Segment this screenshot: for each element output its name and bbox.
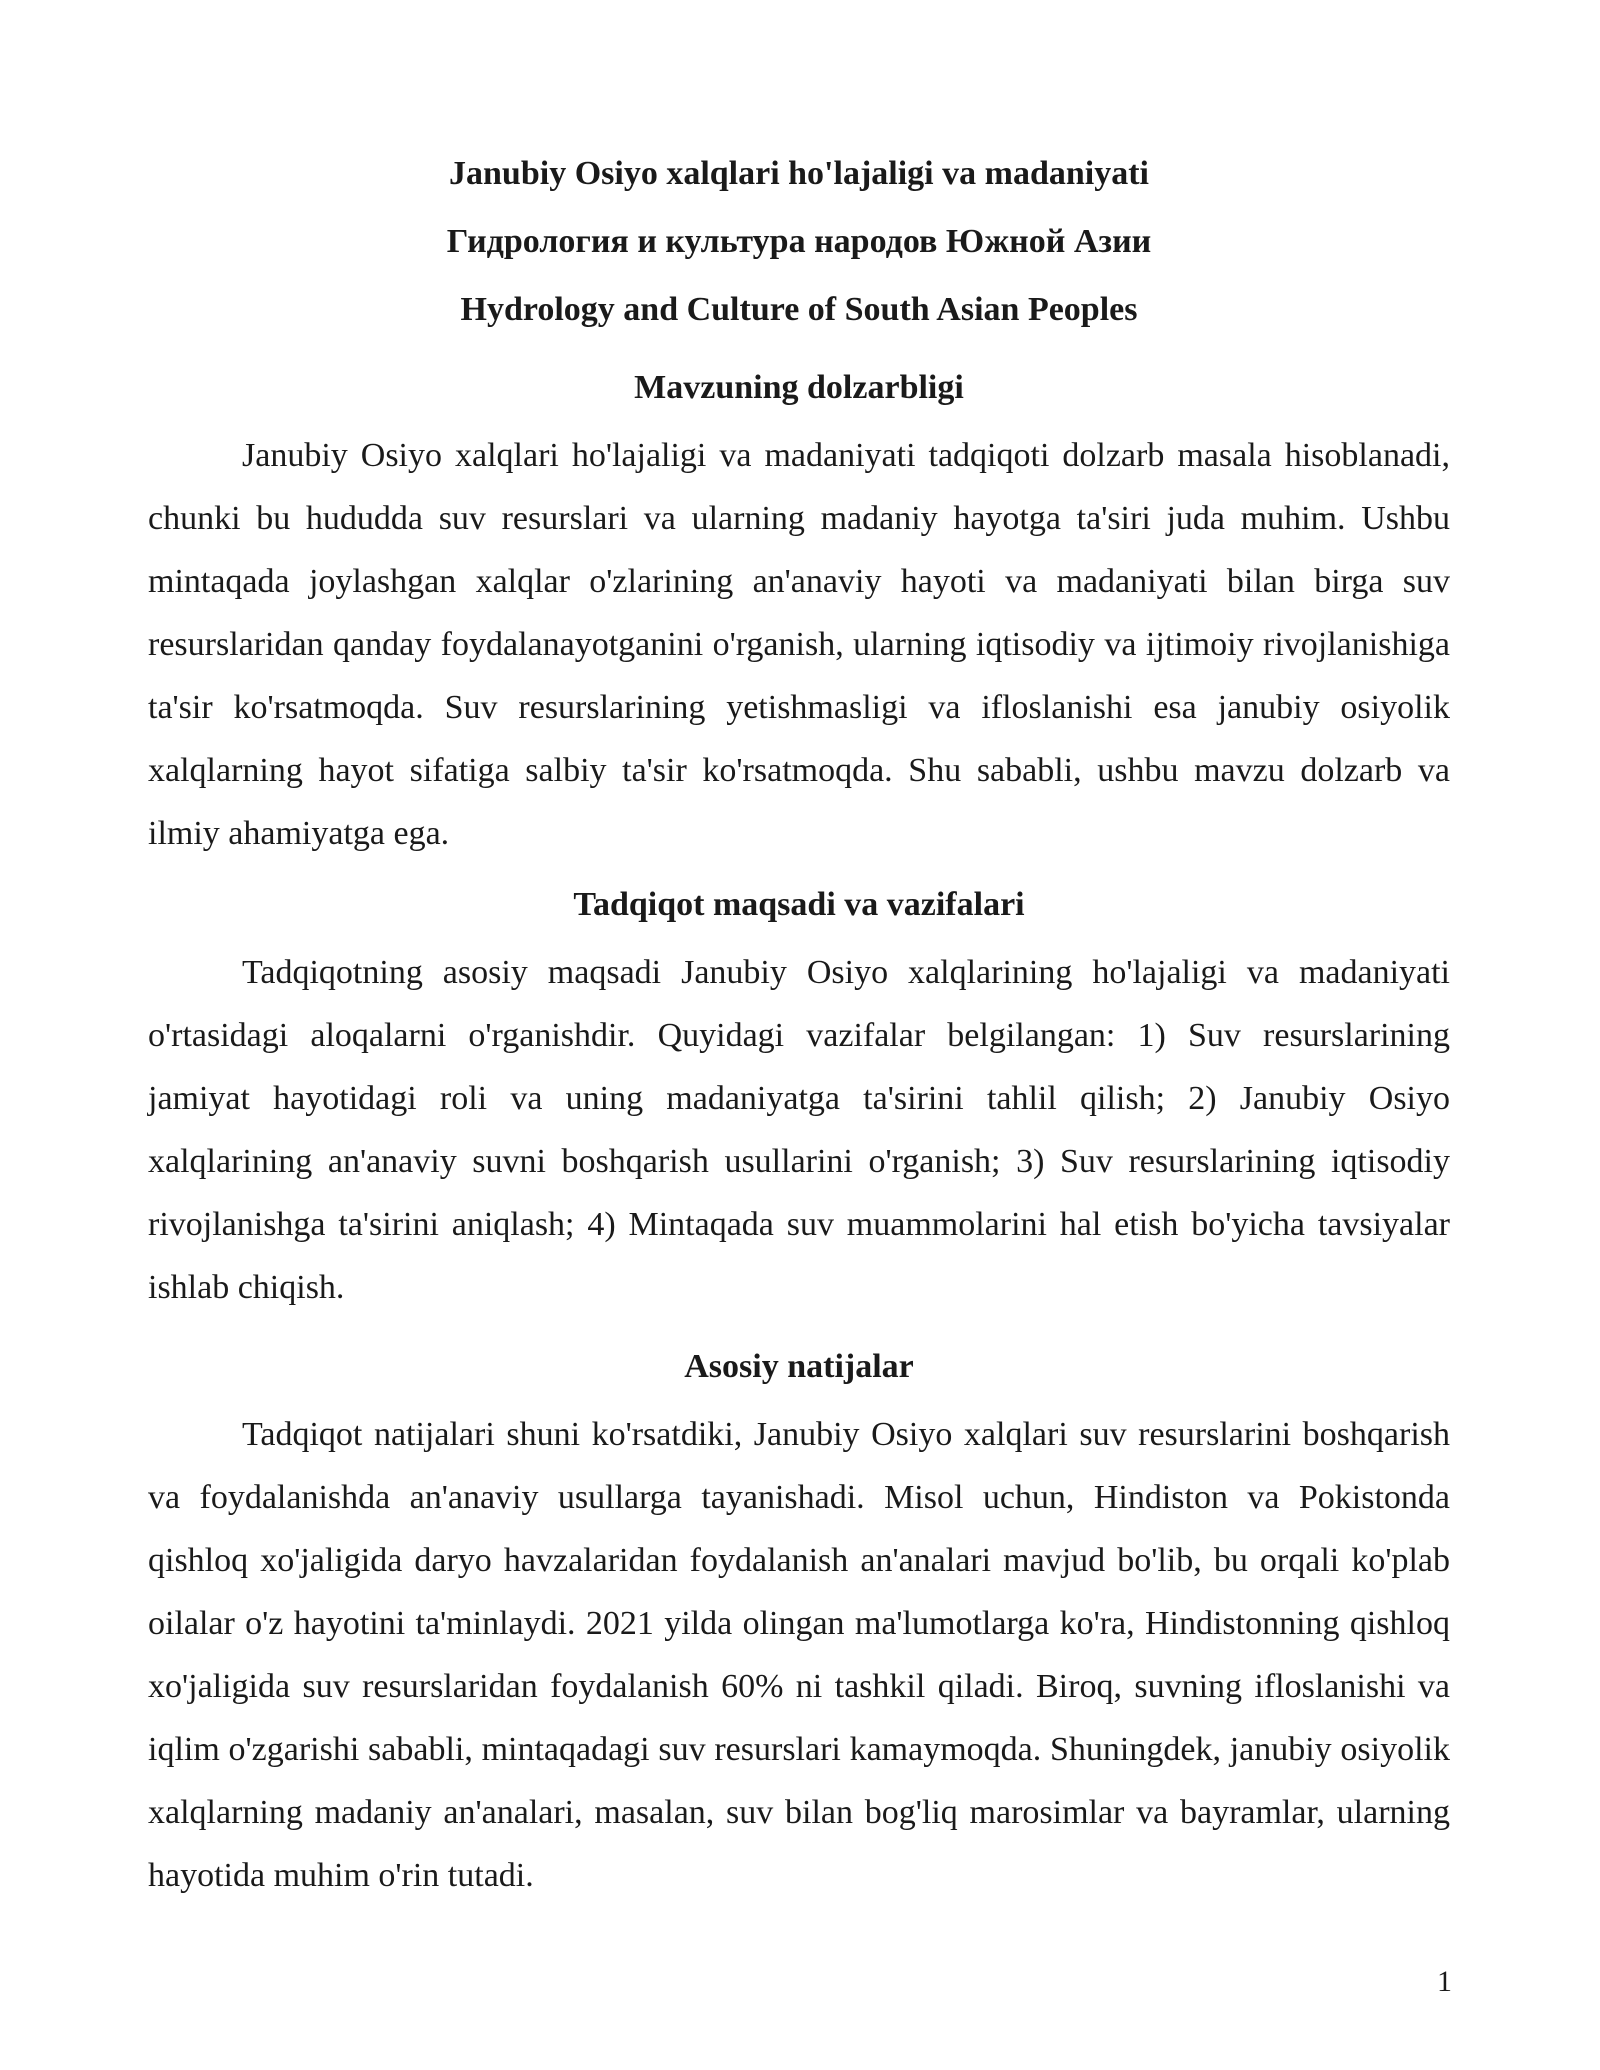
section-paragraph-goals: Tadqiqotning asosiy maqsadi Janubiy Osiyo xalqlarining ho'lajaligi va madaniyati o'rtasidagi aloqalarni o'rganishdir. Quyidagi vazifalar belgilangan: 1) Suv resurslarining jamiyat hayotidagi roli va uning madaniyatga ta'sirini tahlil qilish; 2) Janubiy Osiyo xalqlarining an'anaviy suvni boshqarish usullarini o'rganish; 3) Suv resurslarining iqtisodiy rivojlanishga ta'sirini aniqlash; 4) Mintaqada suv muammolarini hal etish bo'yicha tavsiyalar ishlab chiqish. (148, 954, 1450, 1306)
section-paragraph-relevance: Janubiy Osiyo xalqlari ho'lajaligi va madaniyati tadqiqoti dolzarb masala hisoblanadi, chunki bu hududda suv resurslari va ularning madaniy hayotga ta'siri juda muhim. Ushbu mintaqada joylashgan xalqlar o'zlarining an'anaviy hayoti va madaniyati bilan birga suv resurslaridan qanday foydalanayotganini o'rganish, ularning iqtisodiy va ijtimoiy rivojlanishiga ta'sir ko'rsatmoqda. Suv resurslarining yetishmasligi va ifloslanishi esa janubiy osiyolik xalqlarning hayot sifatiga salbiy ta'sir ko'rsatmoqda. Shu sababli, ushbu mavzu dolzarb va ilmiy ahamiyatga ega. (148, 437, 1450, 852)
section-heading-goals: Tadqiqot maqsadi va vazifalari (573, 886, 1025, 923)
title-russian: Гидрология и культура народов Южной Азии (446, 223, 1152, 260)
document-page (148, 140, 1450, 1907)
title-english: Hydrology and Culture of South Asian Peoples (460, 291, 1138, 328)
section-heading-results: Asosiy natijalar (684, 1348, 914, 1385)
title-uzbek: Janubiy Osiyo xalqlari ho'lajaligi va madaniyati (449, 155, 1149, 192)
page-number: 1 (1437, 1965, 1452, 1998)
section-heading-relevance: Mavzuning dolzarbligi (634, 369, 964, 406)
section-paragraph-results: Tadqiqot natijalari shuni ko'rsatdiki, Janubiy Osiyo xalqlari suv resurslarini boshqarish va foydalanishda an'anaviy usullarga tayanishadi. Misol uchun, Hindiston va Pokistonda qishloq xo'jaligida daryo havzalaridan foydalanish an'analari mavjud bo'lib, bu orqali ko'plab oilalar o'z hayotini ta'minlaydi. 2021 yilda olingan ma'lumotlarga ko'ra, Hindistonning qishloq xo'jaligida suv resurslaridan foydalanish 60% ni tashkil qiladi. Biroq, suvning ifloslanishi va iqlim o'zgarishi sababli, mintaqadagi suv resurslari kamaymoqda. Shuningdek, janubiy osiyolik xalqlarning madaniy an'analari, masalan, suv bilan bog'liq marosimlar va bayramlar, ularning hayotida muhim o'rin tutadi. (148, 1416, 1450, 1894)
